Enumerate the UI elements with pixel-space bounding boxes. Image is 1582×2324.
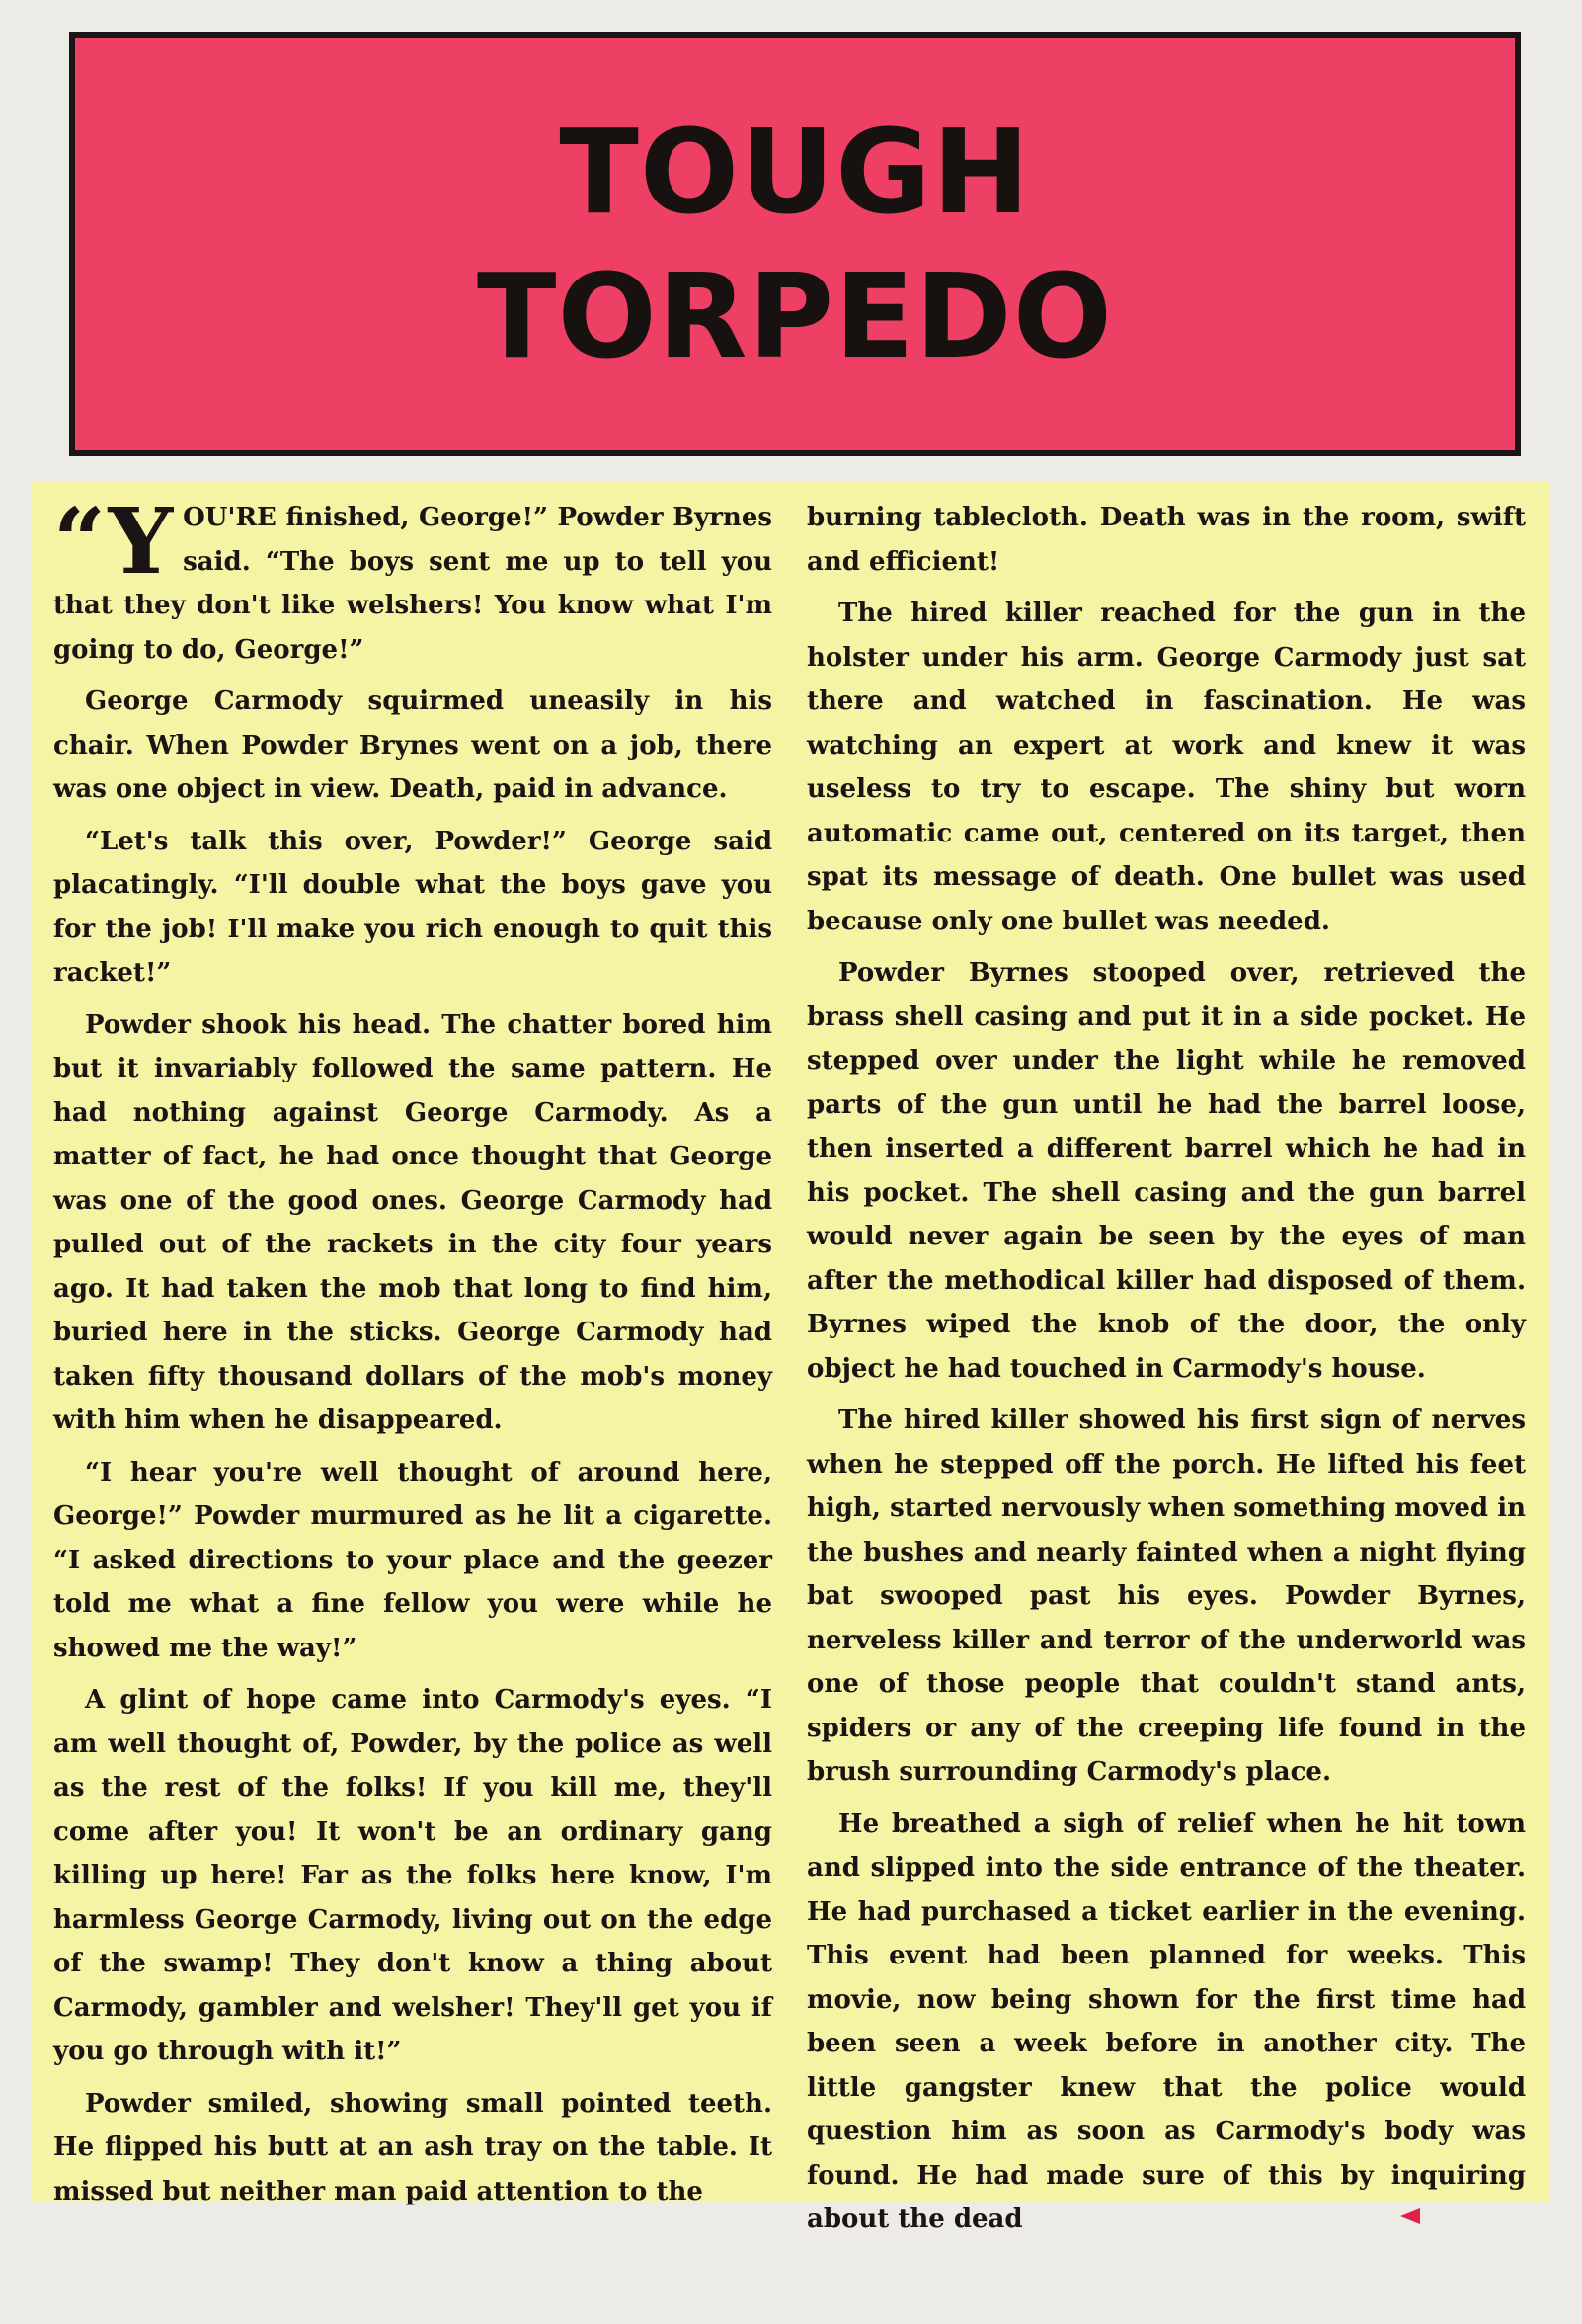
left-column (53, 488, 772, 2221)
story-paragraph: The hired killer showed his first sign of nerves when he stepped off the porch. He lifted his feet high, started nervously when something moved in the bushes and nearly fainted when a night flying bat swooped past his eyes. Powder Byrnes, nerveless killer and terror of the underworld was one of those people that couldn't stand ants, spiders or any of the creeping life found in the brush surrounding Carmody's place. (807, 1405, 1526, 1787)
story-paragraph: “YOU'RE finished, George!” Powder Byrnes said. “The boys sent me up to tell you that they don't like welshers! You know what I'm going to do, George!” (53, 488, 772, 665)
title-line-1: TOUGH (559, 104, 1031, 240)
story-paragraph: He breathed a sigh of relief when he hit town and slipped into the side entrance of the theater. He had purchased a ticket earlier in the evening. This event had been planned for weeks. This movie, now being shown for the first time had been seen a week before in another city. The little gangster knew that the police would question him as soon as Carmody's body was found. He had made sure of this by inquiring about the dead (807, 1808, 1526, 2234)
drop-cap: “Y (53, 488, 174, 595)
story-paragraph: Powder smiled, showing small pointed teeth. He flipped his butt at an ash tray on the table. It missed but neither man paid attention to the (53, 2088, 772, 2206)
story-paragraph: “I hear you're well thought of around here, George!” Powder murmured as he lit a cigarette. “I asked directions to your place and the geezer told me what a fine fellow you were while he showed me the way!” (53, 1457, 772, 1663)
story-paragraph: The hired killer reached for the gun in the holster under his arm. George Carmody just sat there and watched in fascination. He was watching an expert at work and knew it was useless to try to escape. The shiny but worn automatic came out, centered on its target, then spat its message of death. One bullet was used because only one bullet was needed. (807, 599, 1526, 936)
story-paragraph: Powder shook his head. The chatter bored him but it invariably followed the same pattern. He had nothing against George Carmody. As a matter of fact, he had once thought that George was one of the good ones. George Carmody had pulled out of the rackets in the city four years ago. It had taken the mob that long to find him, buried here in the sticks. George Carmody had taken fifty thousand dollars of the mob's money with him when he disappeared. (53, 1009, 772, 1435)
story-paragraph: Powder Byrnes stooped over, retrieved the brass shell casing and put it in a side pocket. He stepped over under the light while he removed parts of the gun until he had the barrel loose, then inserted a different barrel which he had in his pocket. The shell casing and the gun barrel would never again be seen by the eyes of man after the methodical killer had disposed of them. Byrnes wiped the knob of the door, the only object he had touched in Carmody's house. (807, 958, 1526, 1384)
right-column (807, 496, 1526, 2250)
story-paragraph: George Carmody squirmed uneasily in his chair. When Powder Brynes went on a job, there was one object in view. Death, paid in advance. (53, 686, 772, 804)
title-line-2: TORPEDO (476, 248, 1113, 384)
story-panel (32, 482, 1550, 2234)
title-banner (69, 32, 1521, 456)
story-paragraph: burning tablecloth. Death was in the room, swift and efficient! (807, 503, 1526, 577)
story-paragraph: “Let's talk this over, Powder!” George said placatingly. “I'll double what the boys gave you for the job! I'll make you rich enough to quit this racket!” (53, 826, 772, 988)
continue-arrow-icon (1400, 2208, 1420, 2224)
story-paragraph: A glint of hope came into Carmody's eyes. “I am well thought of, Powder, by the police as well as the rest of the folks! If you kill me, they'll come after you! It won't be an ordinary gang killing up here! Far as the folks here know, I'm harmless George Carmody, living out on the edge of the swamp! They don't know a thing about Carmody, gambler and welsher! They'll get you if you go through with it!” (53, 1685, 772, 2066)
